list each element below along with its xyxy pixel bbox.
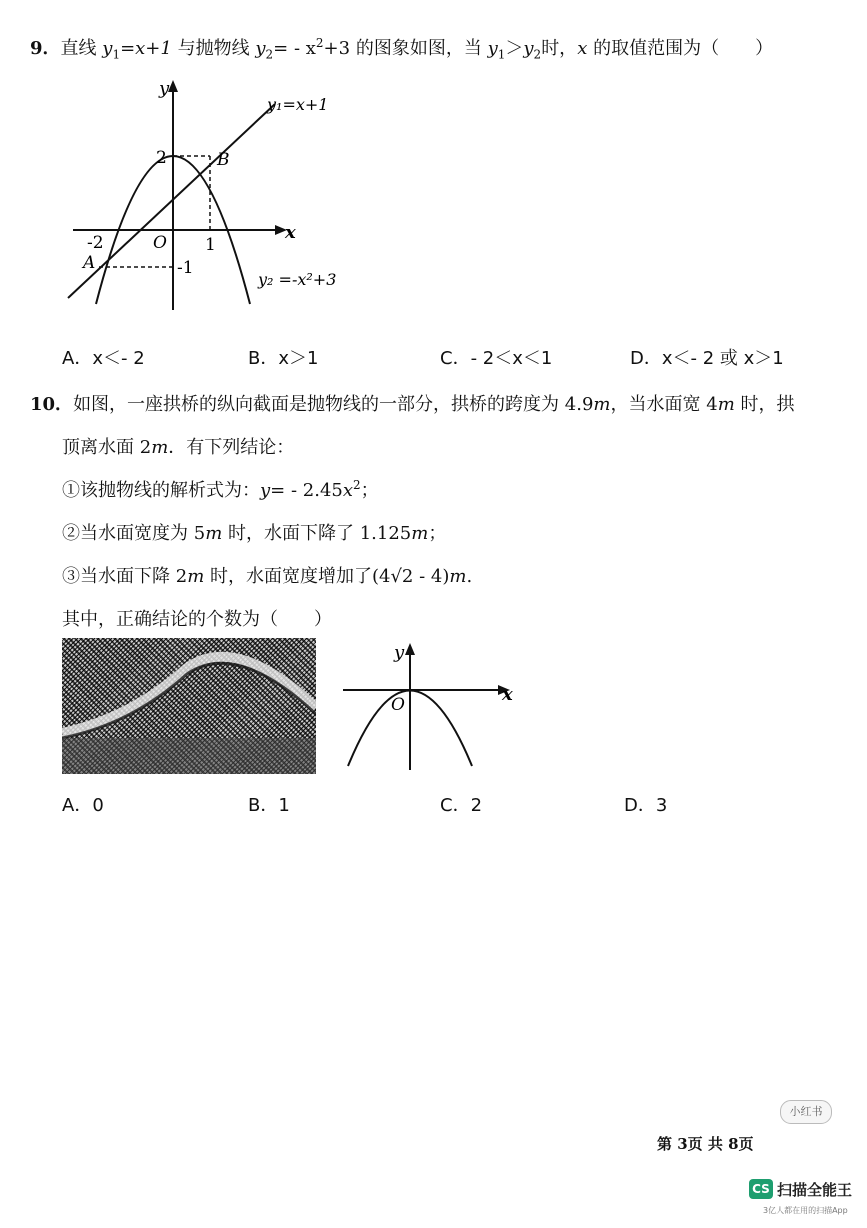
- q9-figure: [55, 70, 345, 315]
- q10-line1-c: 时，拱: [734, 394, 795, 415]
- camscanner-name: [777, 1179, 852, 1200]
- option-text: 1: [278, 795, 290, 816]
- q10-s2-m2: m: [411, 523, 429, 544]
- q10-s2-c: ；: [428, 523, 447, 544]
- watermark-stamp: [780, 1100, 832, 1124]
- q10-line1-a: 如图，一座拱桥的纵向截面是抛物线的一部分，拱桥的跨度为 4.9: [73, 394, 594, 415]
- q10-option-d: [624, 791, 667, 817]
- q10-option-b: [248, 791, 290, 817]
- q9-var-x: x: [577, 38, 588, 59]
- q10-s3-a: 当水面下降 2: [80, 566, 188, 587]
- q9-y1-sub: 1: [112, 47, 121, 62]
- page-number-text: 第 3页 共 8页: [657, 1135, 754, 1153]
- q10-m3: m: [151, 437, 169, 458]
- q10-figure: [338, 640, 518, 775]
- option-text: 3: [655, 795, 668, 816]
- option-label: B．: [248, 795, 279, 816]
- q9-graph: [55, 70, 345, 315]
- option-text: 2: [470, 795, 483, 816]
- option-label: A．: [62, 795, 93, 816]
- cs-tagline-text: 3亿人都在用的扫描App: [763, 1206, 848, 1215]
- q10-s1-y: y: [260, 480, 271, 501]
- q9-y2-expr-b: +3: [323, 38, 351, 59]
- q10-graph: [338, 640, 518, 775]
- q9-label-x: x: [285, 222, 296, 243]
- q9-stem-b: 与抛物线: [177, 38, 250, 59]
- option-label: C．: [440, 348, 471, 369]
- q10-s3-m: m: [187, 566, 205, 587]
- q9-y2-sub: 2: [265, 47, 274, 62]
- q10-number: 10．: [30, 394, 74, 415]
- q9-cmp-y1: y: [487, 38, 498, 59]
- option-text: x＞1: [278, 348, 319, 369]
- camscanner-tagline: [763, 1205, 848, 1216]
- option-label: B．: [248, 348, 279, 369]
- q9-cmp-y2: y: [523, 38, 534, 59]
- q10-option-a: [62, 791, 104, 817]
- q9-option-b: [248, 344, 318, 370]
- q10-s2-mark: ②: [62, 523, 80, 544]
- q9-y2-expr-a: = - x: [273, 38, 316, 59]
- q9-line: [68, 104, 275, 298]
- q10-s1-b: = - 2.45: [270, 480, 343, 501]
- q9-y-arrow: [168, 80, 178, 92]
- q10-line-2: [62, 433, 294, 459]
- q9-option-d: [630, 344, 784, 370]
- q10-label-x: x: [502, 684, 513, 705]
- q9-stem-a: 直线: [60, 38, 97, 59]
- page-number: [657, 1133, 754, 1154]
- option-label: C．: [440, 795, 471, 816]
- q9-y1-expr: =x+1: [120, 38, 172, 59]
- q10-s2-a: 当水面宽度为 5: [80, 523, 206, 544]
- q10-s2-b: 时，水面下降了 1.125: [222, 523, 412, 544]
- q10-m2: m: [717, 394, 735, 415]
- q9-stem-d: 时，: [541, 38, 578, 59]
- q9-label-y2: y₂ =-x²+3: [258, 270, 337, 289]
- q10-s1-sup: 2: [353, 478, 361, 492]
- q10-line2-a: 顶离水面 2: [62, 437, 152, 458]
- q9-label-1: 1: [205, 235, 216, 255]
- q10-m1: m: [593, 394, 611, 415]
- q10-statement-1: [62, 476, 379, 502]
- q10-ask-text: 其中，正确结论的个数为（ ）: [62, 609, 332, 630]
- camscanner-watermark: [749, 1177, 861, 1221]
- q9-label-O: O: [153, 233, 167, 253]
- q9-label-y: y: [159, 78, 170, 99]
- q9-label-y1: y₁=x+1: [267, 95, 329, 114]
- q9-label-A: A: [83, 253, 96, 273]
- q10-bridge-photo: [62, 638, 316, 774]
- camscanner-logo-icon: [749, 1179, 773, 1199]
- q10-s1-mark: ①: [62, 480, 80, 501]
- stamp-text: 小红书: [789, 1105, 823, 1118]
- cs-name-text: 扫描全能王: [777, 1181, 853, 1199]
- q9-number: 9．: [30, 38, 61, 59]
- q10-y-arrow: [405, 643, 415, 655]
- q10-s2-m: m: [205, 523, 223, 544]
- option-label: D．: [630, 348, 662, 369]
- q10-label-O: O: [391, 695, 405, 715]
- q10-option-c: [440, 791, 482, 817]
- q10-statement-3: [62, 562, 472, 588]
- q10-line-1: [30, 390, 795, 416]
- q10-line1-b: ，当水面宽 4: [610, 394, 718, 415]
- option-text: x＜- 2: [92, 348, 145, 369]
- q10-s1-x: x: [342, 480, 354, 501]
- q9-y2-sup: 2: [315, 36, 324, 50]
- q9-label-2: 2: [156, 148, 167, 168]
- bridge-arch-image: [62, 638, 316, 774]
- q10-statement-2: [62, 519, 446, 545]
- q9-cmp-y1-sub: 1: [497, 47, 506, 62]
- q10-label-y: y: [394, 642, 405, 663]
- option-label: A．: [62, 348, 93, 369]
- q9-stem-c: 的图象如图，当: [355, 38, 482, 59]
- q10-s3-m2: m: [449, 566, 467, 587]
- q9-y2: y: [255, 38, 266, 59]
- option-text: x＜- 2 或 x＞1: [661, 348, 784, 369]
- q9-y1: y: [102, 38, 113, 59]
- q9-label-m2: -2: [87, 233, 104, 253]
- q10-line2-b: ．有下列结论：: [168, 437, 295, 458]
- q10-s1-a: 该抛物线的解析式为：: [80, 480, 260, 501]
- q10-ask: [62, 605, 332, 631]
- option-text: - 2＜x＜1: [470, 348, 553, 369]
- cs-logo-text: CS: [752, 1182, 770, 1196]
- q10-s3-mark: ③: [62, 566, 80, 587]
- option-label: D．: [624, 795, 656, 816]
- q9-label-B: B: [217, 150, 230, 170]
- q10-s3-b: 时，水面宽度增加了(4√2 - 4): [204, 566, 450, 587]
- q10-s3-c: .: [466, 566, 473, 587]
- q10-s1-c: ；: [360, 480, 379, 501]
- q9-stem-e: 的取值范围为（ ）: [593, 38, 774, 59]
- q9-cmp-gt: ＞: [505, 38, 524, 59]
- option-text: 0: [92, 795, 104, 816]
- q9-stem: [30, 34, 773, 62]
- q9-option-a: [62, 344, 145, 370]
- q9-label-m1: -1: [177, 258, 194, 278]
- q9-cmp-y2-sub: 2: [533, 47, 542, 62]
- q9-option-c: [440, 344, 552, 370]
